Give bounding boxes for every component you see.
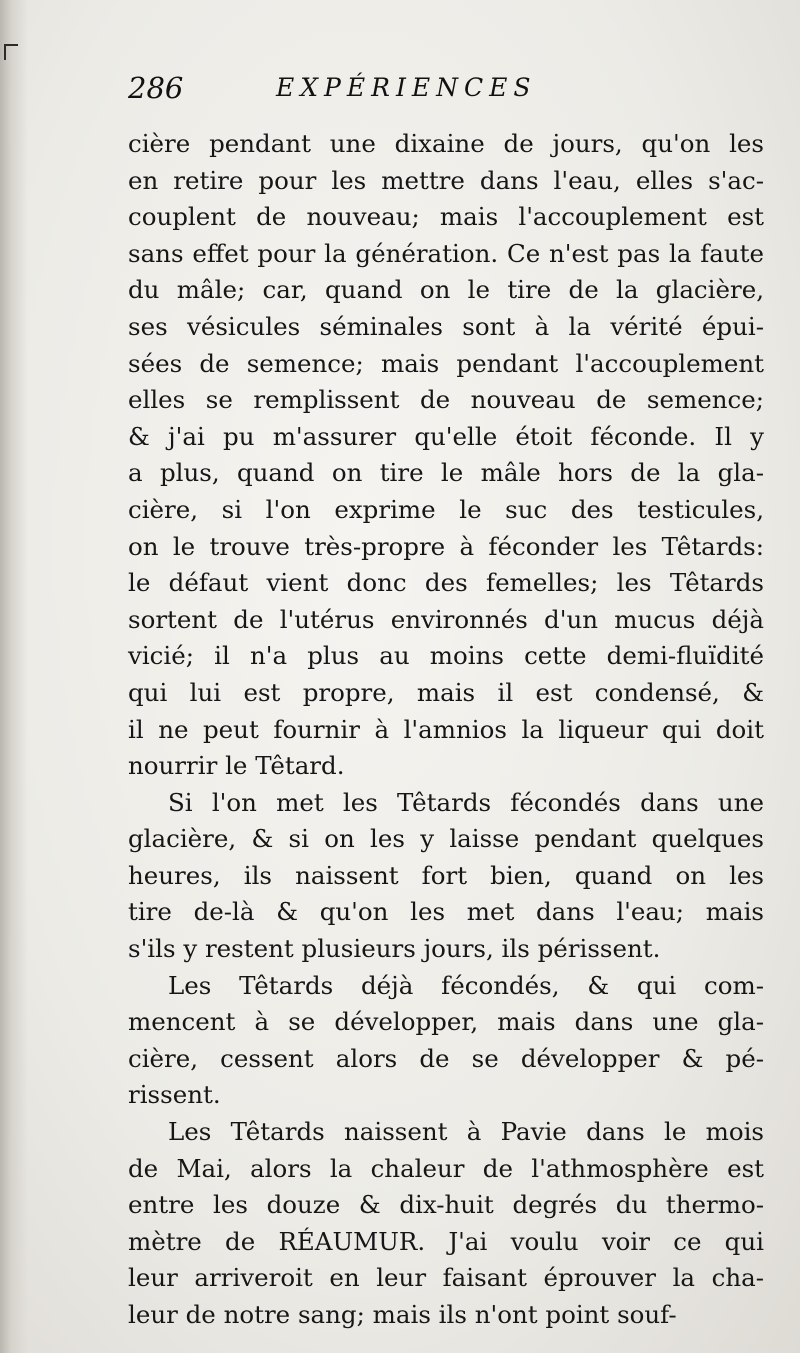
text-line: couplent de nouveau; mais l'accouplement est	[128, 202, 764, 232]
text-line: Si l'on met les Têtards fécondés dans une	[168, 787, 764, 817]
text-line: cière, si l'on exprime le suc des testicules,	[128, 494, 764, 524]
text-line: qui lui est propre, mais il est condensé, &	[128, 677, 764, 707]
text-line: elles se remplissent de nouveau de semence;	[128, 385, 764, 415]
text-line: le défaut vient donc des femelles; les Têtards	[128, 568, 764, 598]
page-header	[128, 68, 768, 108]
text-line: Les Têtards naissent à Pavie dans le mois	[168, 1117, 764, 1147]
text-line: sortent de l'utérus environnés d'un mucus déjà	[128, 604, 764, 634]
text-line: sées de semence; mais pendant l'accouplement	[128, 348, 764, 378]
text-line: leur de notre sang; mais ils n'ont point souf-	[128, 1300, 677, 1329]
text-line: il ne peut fournir à l'amnios la liqueur qui doit	[128, 714, 764, 744]
spine-shadow	[0, 0, 28, 1353]
text-line: cière, cessent alors de se développer & pé-	[128, 1043, 764, 1073]
page-number: 286	[128, 71, 184, 105]
text-line: tire de-là & qu'on les met dans l'eau; mais	[128, 897, 764, 927]
text-line: vicié; il n'a plus au moins cette demi-fluïdité	[128, 641, 764, 671]
text-line: en retire pour les mettre dans l'eau, elles s'ac-	[128, 165, 764, 195]
text-line: du mâle; car, quand on le tire de la glacière,	[128, 275, 764, 305]
text-line: nourrir le Têtard.	[128, 751, 345, 781]
text-line: ses vésicules séminales sont à la vérité épui-	[128, 311, 764, 341]
text-line: mencent à se développer, mais dans une gla-	[128, 1007, 764, 1037]
running-title: EXPÉRIENCES	[276, 73, 537, 102]
text-line: rissent.	[128, 1080, 221, 1110]
text-line: s'ils y restent plusieurs jours, ils périssent.	[128, 934, 661, 964]
text-line: a plus, quand on tire le mâle hors de la gla-	[128, 458, 764, 488]
text-line: heures, ils naissent fort bien, quand on les	[128, 860, 764, 890]
text-line: Les Têtards déjà fécondés, & qui com-	[168, 970, 764, 1000]
text-line: mètre de RÉAUMUR. J'ai voulu voir ce qui	[128, 1226, 764, 1256]
text-line: sans effet pour la génération. Ce n'est pas la faute	[128, 238, 764, 268]
text-line: leur arriveroit en leur faisant éprouver la cha-	[128, 1263, 764, 1293]
text-line: de Mai, alors la chaleur de l'athmosphère est	[128, 1153, 764, 1183]
body-text	[128, 126, 764, 1334]
text-line: cière pendant une dixaine de jours, qu'on les	[128, 129, 764, 158]
text-line: entre les douze & dix-huit degrés du thermo-	[128, 1190, 764, 1220]
text-line: & j'ai pu m'assurer qu'elle étoit féconde. Il y	[128, 421, 764, 451]
corner-mark	[4, 44, 18, 60]
text-line: on le trouve très-propre à féconder les Têtards:	[128, 531, 764, 561]
text-line: glacière, & si on les y laisse pendant quelques	[128, 824, 764, 854]
